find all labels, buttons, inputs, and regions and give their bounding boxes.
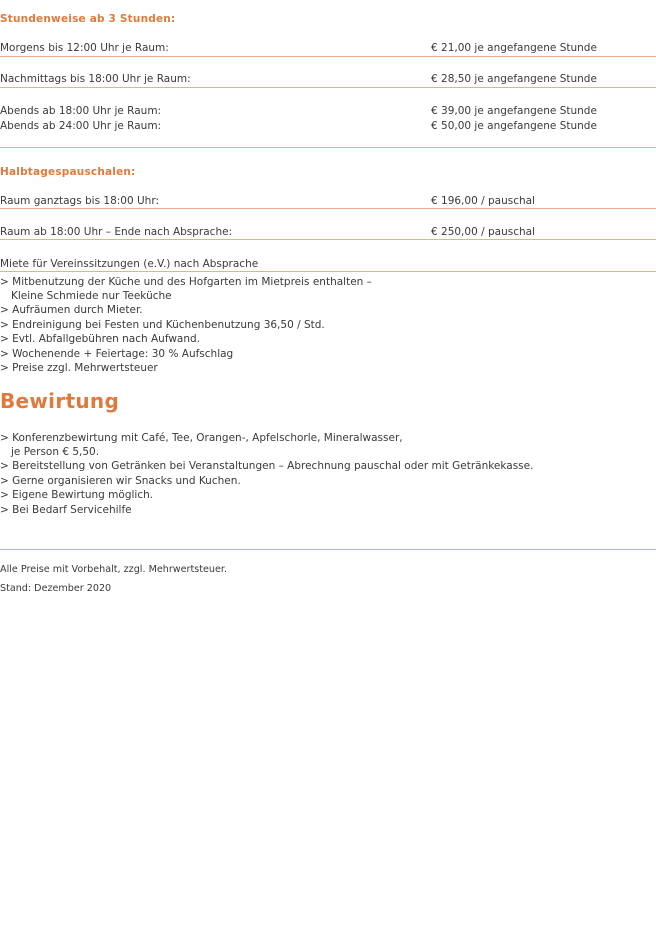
- list-item: > Konferenzbewirtung mit Café, Tee, Orangen-, Apfelschorle, Mineralwasser,: [0, 432, 403, 444]
- list-item: > Mitbenutzung der Küche und des Hofgarten im Mietpreis enthalten –: [0, 276, 372, 288]
- footer-stand: Stand: Dezember 2020: [0, 583, 112, 594]
- price-row: [0, 120, 656, 135]
- price-value: € 28,50 je angefangene Stunde: [431, 73, 597, 85]
- section-heading-stundenweise: Stundenweise ab 3 Stunden:: [0, 13, 176, 25]
- divider: [0, 87, 656, 88]
- list-item: > Bereitstellung von Getränken bei Veranstaltungen – Abrechnung pauschal oder mit Getränkekasse.: [0, 460, 534, 472]
- section-heading-halbtages: Halbtagespauschalen:: [0, 166, 136, 178]
- list-item: > Aufräumen durch Mieter.: [0, 304, 143, 316]
- price-label: Nachmittags bis 18:00 Uhr je Raum:: [0, 73, 191, 85]
- divider: [0, 549, 656, 550]
- list-item: > Gerne organisieren wir Snacks und Kuchen.: [0, 475, 241, 487]
- price-label: Raum ab 18:00 Uhr – Ende nach Absprache:: [0, 226, 233, 238]
- list-item: Kleine Schmiede nur Teeküche: [11, 290, 172, 302]
- divider: [0, 56, 656, 57]
- price-value: € 50,00 je angefangene Stunde: [431, 120, 597, 132]
- list-item: je Person € 5,50.: [11, 446, 100, 458]
- section-heading-bewirtung: Bewirtung: [0, 389, 120, 413]
- list-item: > Evtl. Abfallgebühren nach Aufwand.: [0, 333, 201, 345]
- price-label: Morgens bis 12:00 Uhr je Raum:: [0, 42, 169, 54]
- footer-vorbehalt: Alle Preise mit Vorbehalt, zzgl. Mehrwertsteuer.: [0, 564, 227, 575]
- price-row: [0, 73, 656, 88]
- divider: [0, 271, 656, 272]
- price-value: € 39,00 je angefangene Stunde: [431, 105, 597, 117]
- divider: [0, 239, 656, 240]
- price-row: [0, 42, 656, 57]
- price-value: € 21,00 je angefangene Stunde: [431, 42, 597, 54]
- price-value: € 250,00 / pauschal: [431, 226, 535, 238]
- list-item: > Preise zzgl. Mehrwertsteuer: [0, 362, 158, 374]
- price-row: [0, 105, 656, 120]
- list-item: > Bei Bedarf Servicehilfe: [0, 504, 132, 516]
- price-label: Abends ab 18:00 Uhr je Raum:: [0, 105, 162, 117]
- price-label: Raum ganztags bis 18:00 Uhr:: [0, 195, 160, 207]
- list-item: > Endreinigung bei Festen und Küchenbenutzung 36,50 / Std.: [0, 319, 325, 331]
- price-label: Abends ab 24:00 Uhr je Raum:: [0, 120, 162, 132]
- divider: [0, 208, 656, 209]
- list-item: > Wochenende + Feiertage: 30 % Aufschlag: [0, 348, 234, 360]
- price-value: € 196,00 / pauschal: [431, 195, 535, 207]
- list-item: > Eigene Bewirtung möglich.: [0, 489, 154, 501]
- miete-note: Miete für Vereinssitzungen (e.V.) nach Absprache: [0, 258, 259, 270]
- divider: [0, 147, 656, 148]
